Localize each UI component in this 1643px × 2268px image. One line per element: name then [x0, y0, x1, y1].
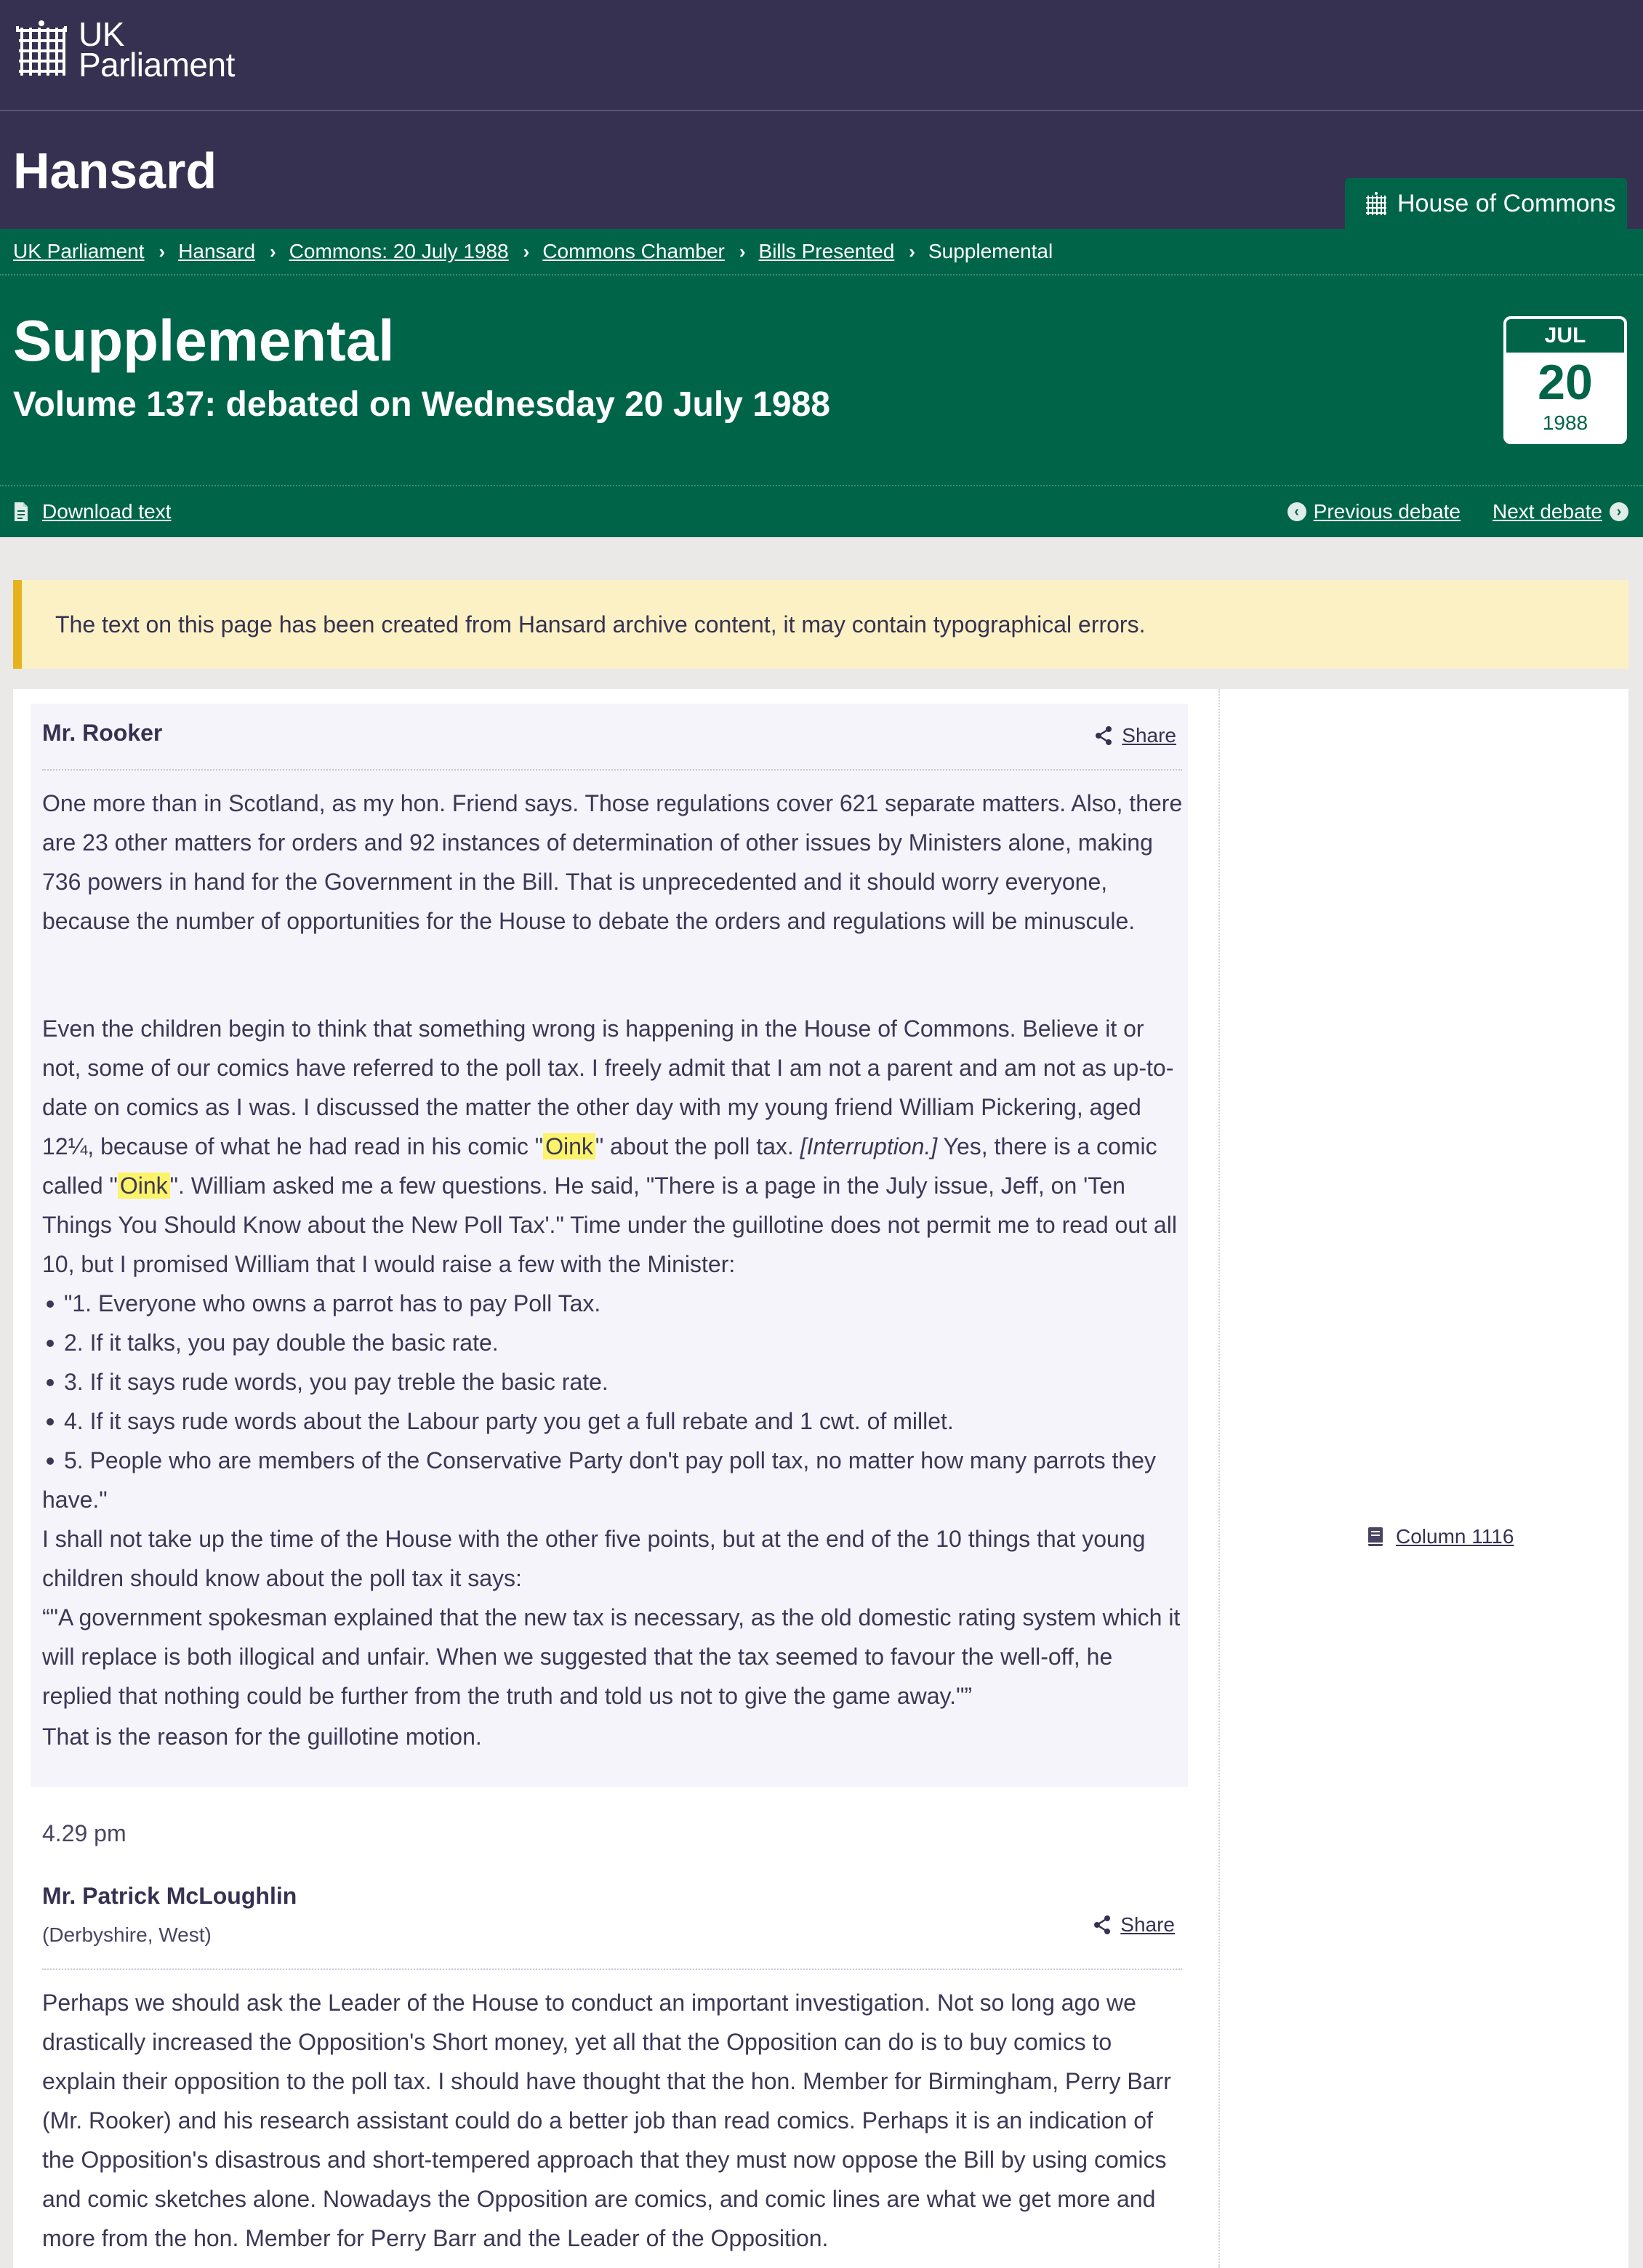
list-tail: have.": [42, 1487, 108, 1513]
list-item: 2. If it talks, you pay double the basic rate.: [42, 1323, 1185, 1362]
chevron-right-icon: ›: [739, 240, 746, 262]
action-bar: [0, 486, 1643, 537]
archive-notice-text: The text on this page has been created from Hansard archive content, it may contain typographical errors.: [55, 611, 1146, 638]
main-content: [13, 689, 1628, 2268]
list-item: 5. People who are members of the Conservative Party don't pay poll tax, no matter how many parrots they: [42, 1441, 1185, 1480]
divider: [42, 769, 1182, 771]
speaker-name[interactable]: Mr. Patrick McLoughlin: [42, 1883, 297, 1909]
divider: [42, 1969, 1182, 1970]
share-label: Share: [1122, 724, 1176, 747]
sidebar: [1221, 689, 1628, 2268]
download-text-label[interactable]: Download text: [42, 500, 172, 523]
breadcrumb-commons-chamber[interactable]: Commons Chamber: [542, 240, 725, 262]
download-text-link[interactable]: [13, 500, 171, 523]
quote: “"A government spokesman explained that the new tax is necessary, as the old domestic rating system which it will replace is both illogical and unfair. When we suggested that the tax seemed to favour the well-off, he replied that nothing could be further from the truth and told us not to give the game away."”: [42, 1604, 1181, 1709]
date-day: 20: [1538, 355, 1593, 410]
chevron-right-icon: ›: [1610, 502, 1628, 521]
logo-line-2: Parliament: [79, 46, 235, 84]
title-area: [0, 276, 1643, 486]
interruption-note: [Interruption.]: [800, 1133, 938, 1159]
text-segment: " about the poll tax.: [595, 1133, 800, 1159]
list-item: 3. If it says rude words, you pay treble the basic rate.: [42, 1362, 1185, 1402]
portcullis-icon: [15, 19, 68, 80]
timestamp: 4.29 pm: [42, 1820, 126, 1846]
chevron-right-icon: ›: [270, 240, 276, 262]
breadcrumb-hansard[interactable]: Hansard: [178, 240, 256, 262]
house-tab-label: House of Commons: [1397, 189, 1616, 217]
breadcrumb: [0, 229, 1643, 276]
site-header: [0, 0, 1643, 111]
breadcrumb-current: Supplemental: [928, 240, 1053, 262]
contribution-rooker: [31, 704, 1188, 1787]
paragraph: One more than in Scotland, as my hon. Friend says. Those regulations cover 621 separate matters. Also, there are 23 other matters for orders and 92 instances of determination of other issues by Ministers alone, making 736 powers in hand for the Government in the Bill. That is unprecedented and it should worry everyone, because the number of opportunities for the House to debate the orders and regulations will be minuscule.: [42, 790, 1183, 934]
page-title: Supplemental: [13, 308, 395, 373]
logo-line-1: UK: [79, 15, 124, 53]
share-label: Share: [1120, 1913, 1175, 1936]
share-icon: [1094, 725, 1113, 746]
portcullis-icon: [1364, 191, 1389, 216]
breadcrumb-uk-parliament[interactable]: UK Parliament: [13, 240, 145, 262]
previous-debate-link[interactable]: [1288, 500, 1461, 523]
chevron-right-icon: ›: [909, 240, 915, 262]
column-reference-label[interactable]: Column 1116: [1396, 1525, 1514, 1548]
text-segment: Yes, there is a comic called ": [42, 1133, 1157, 1199]
debate-header: [0, 229, 1643, 537]
text-segment: ". William asked me a few questions. He said, "There is a page in the July issue, Jeff, on 'Ten Things You Should Know about the New Poll Tax'." Time under the guillotine does not permit me to read out all 10, but I promised William that I would raise a few with the Minister:: [42, 1173, 1177, 1277]
breadcrumb-commons-date[interactable]: Commons: 20 July 1988: [289, 240, 509, 262]
speaker-name[interactable]: Mr. Rooker: [42, 720, 163, 746]
search-highlight: Oink: [543, 1133, 595, 1159]
list-item: "1. Everyone who owns a parrot has to pay Poll Tax.: [42, 1284, 1185, 1323]
share-button[interactable]: [1093, 1913, 1175, 1937]
archive-notice: [13, 580, 1628, 669]
poll-tax-list: [42, 1284, 1185, 1480]
paragraph: [42, 1009, 1185, 1716]
paragraph: Perhaps we should ask the Leader of the House to conduct an important investigation. Not so long ago we drastically increased the Opposition's Short money, yet all that the Opposition can do is to buy comics to explain their opposition to the poll tax. I should have thought that the hon. Member for Birmingham, Perry Barr (Mr. Rooker) and his research assistant could do a better job than read comics. Perhaps it is an indication of the Opposition's disastrous and short-tempered approach that they must now oppose the Bill by using comics and comic sketches alone. Nowadays the Opposition are comics, and comic lines are what we get more and more from the hon. Member for Perry Barr and the Leader of the Opposition.: [42, 1990, 1171, 2251]
next-debate-label[interactable]: Next debate: [1493, 500, 1602, 523]
uk-parliament-logo[interactable]: [15, 15, 235, 84]
book-icon: [1367, 1526, 1384, 1548]
text-segment: Even the children begin to think that something wrong is happening in the House of Commons. Believe it or not, some of our comics have referred to the poll tax. I freely admit that I am not a parent and am not as up-to-date on comics as I was. I discussed the matter the other day with my young friend William Pickering, aged 12¼, because of what he had read in his comic ": [42, 1016, 1174, 1159]
document-icon: [13, 502, 29, 522]
constituency: (Derbyshire, West): [42, 1923, 212, 1946]
paragraph: That is the reason for the guillotine motion.: [42, 1724, 482, 1750]
date-month: JUL: [1506, 319, 1624, 353]
list-item: 4. If it says rude words about the Labour party you get a full rebate and 1 cwt. of millet.: [42, 1402, 1185, 1441]
share-button[interactable]: [1094, 724, 1176, 747]
date-year: 1988: [1542, 411, 1588, 434]
chevron-left-icon: ‹: [1288, 502, 1306, 521]
share-icon: [1093, 1915, 1112, 1935]
previous-debate-label[interactable]: Previous debate: [1313, 500, 1461, 523]
house-of-commons-tab[interactable]: [1345, 178, 1627, 229]
search-highlight: Oink: [118, 1173, 170, 1199]
chevron-right-icon: ›: [523, 240, 530, 262]
chevron-right-icon: ›: [158, 240, 166, 262]
column-reference[interactable]: [1367, 1525, 1514, 1548]
date-badge: [1503, 316, 1627, 444]
hansard-title[interactable]: Hansard: [13, 142, 217, 199]
debate-content: [13, 689, 1220, 2268]
next-debate-link[interactable]: [1493, 500, 1628, 523]
breadcrumb-bills-presented[interactable]: Bills Presented: [758, 240, 895, 262]
page-subtitle: Volume 137: debated on Wednesday 20 July 1988: [13, 385, 830, 424]
hansard-bar: [0, 111, 1643, 229]
paragraph: I shall not take up the time of the House with the other five points, but at the end of the 10 things that young children should know about the poll tax it says:: [42, 1526, 1146, 1591]
